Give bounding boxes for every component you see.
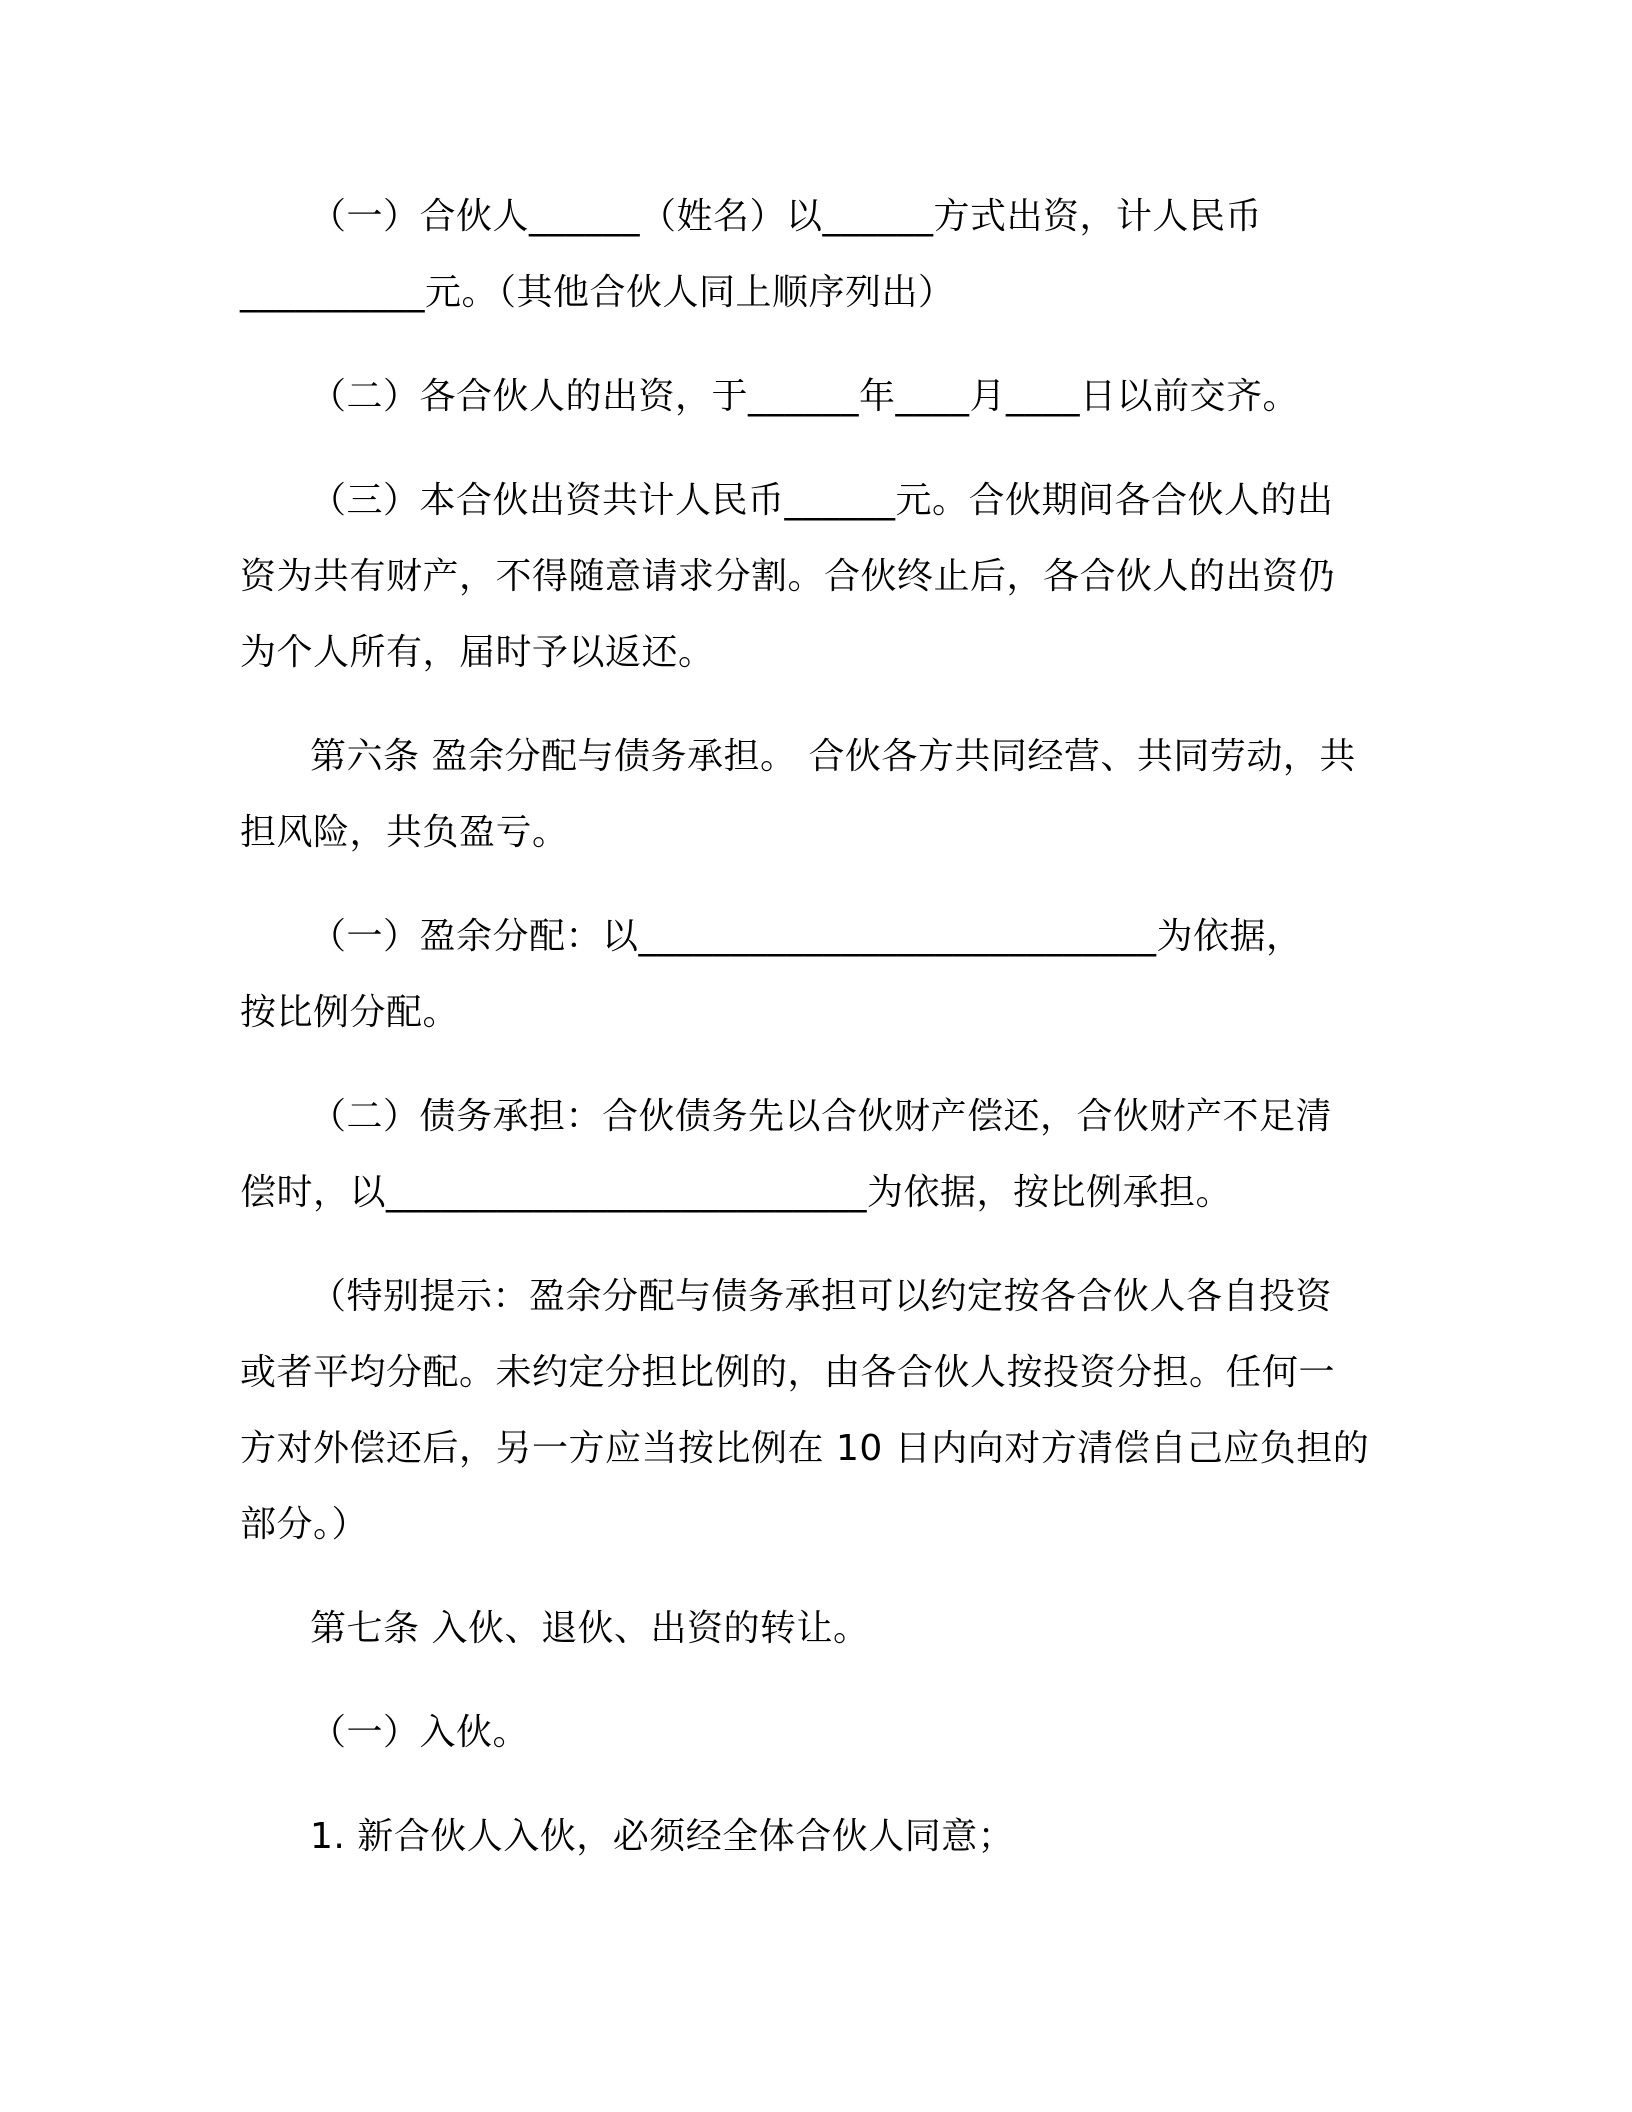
article-6-line-1: 第六条 盈余分配与债务承担。 合伙各方共同经营、共同劳动，共 bbox=[310, 736, 1356, 777]
clause-5-1-line-1: （一）合伙人______（姓名）以______方式出资，计人民币 bbox=[310, 196, 1263, 237]
clause-5-1-line-2: __________元。（其他合伙人同上顺序列出） bbox=[240, 272, 955, 313]
special-note-line-1: （特别提示：盈余分配与债务承担可以约定按各合伙人各自投资 bbox=[310, 1276, 1333, 1317]
special-note-line-2: 或者平均分配。未约定分担比例的，由各合伙人按投资分担。任何一 bbox=[240, 1352, 1336, 1393]
clause-7-1-heading: （一）入伙。 bbox=[310, 1712, 530, 1753]
clause-5-2-line-1: （二）各合伙人的出资，于______年____月____日以前交齐。 bbox=[310, 376, 1300, 417]
article-6-line-2: 担风险，共负盈亏。 bbox=[240, 812, 569, 853]
clause-6-2-line-2: 偿时，以__________________________为依据，按比例承担。 bbox=[240, 1172, 1233, 1213]
clause-5-3-line-1: （三）本合伙出资共计人民币______元。合伙期间各合伙人的出 bbox=[310, 480, 1334, 521]
article-7-heading: 第七条 入伙、退伙、出资的转让。 bbox=[310, 1608, 870, 1649]
clause-5-3-line-3: 为个人所有，届时予以返还。 bbox=[240, 632, 715, 673]
clause-7-1-item-1: 1. 新合伙人入伙，必须经全体合伙人同意； bbox=[310, 1816, 1015, 1857]
clause-5-3-line-2: 资为共有财产，不得随意请求分割。合伙终止后，各合伙人的出资仍 bbox=[240, 556, 1336, 597]
clause-6-1-line-1: （一）盈余分配：以____________________________为依据， bbox=[310, 916, 1303, 957]
clause-6-1-line-2: 按比例分配。 bbox=[240, 992, 460, 1033]
special-note-line-4: 部分。） bbox=[240, 1504, 369, 1545]
clause-6-2-line-1: （二）债务承担：合伙债务先以合伙财产偿还，合伙财产不足清 bbox=[310, 1096, 1333, 1137]
special-note-line-3: 方对外偿还后，另一方应当按比例在 10 日内向对方清偿自己应负担的 bbox=[240, 1428, 1370, 1469]
